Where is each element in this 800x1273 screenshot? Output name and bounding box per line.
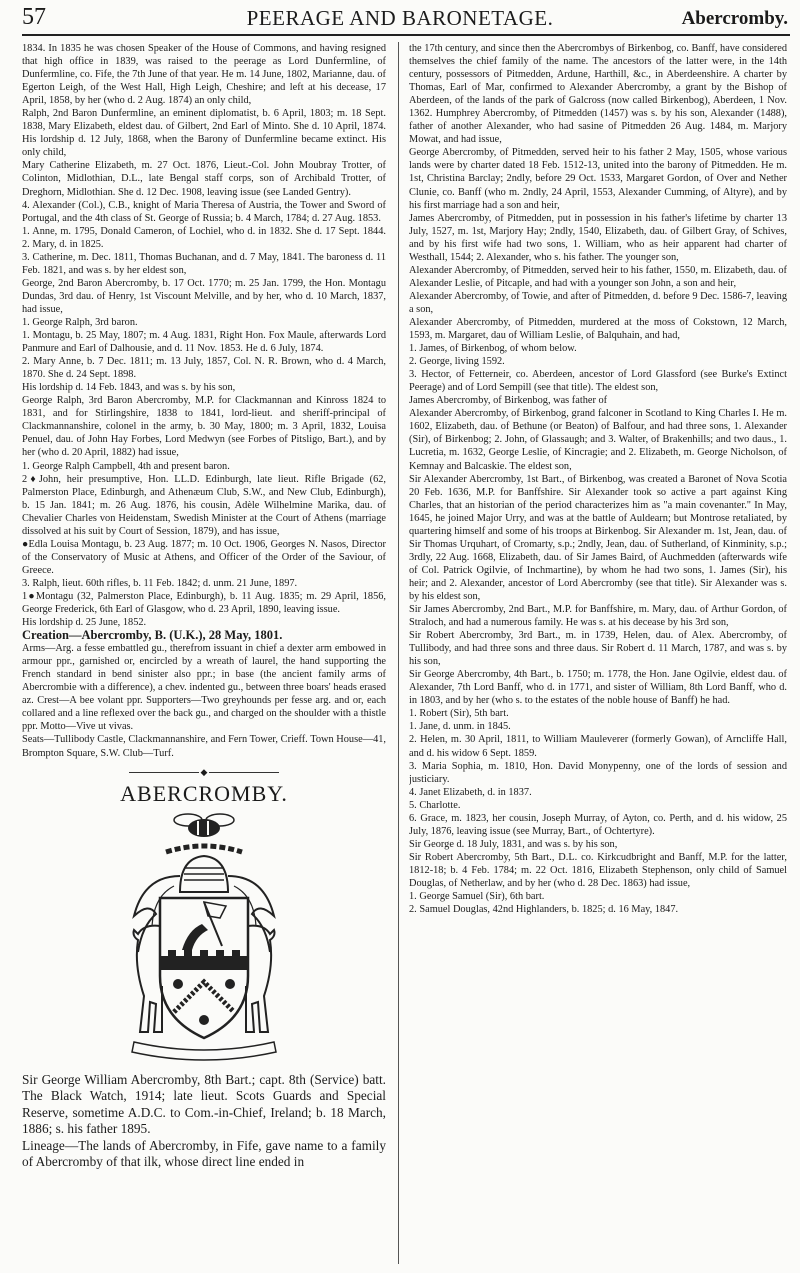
paragraph: George Abercromby, of Pitmedden, served heir to his father 2 May, 1505, whose various lands were by charter dated 18 Feb. 1512-13, united into the barony of Pitmedden. He m. 1st, Christina Barclay; 2ndly, before 29 Oct. 1533, Margaret Gordon, of Over and Nether Clunie, co. Banff (who m. 2ndly, 24 April, 1553, Alexander Cumming, of Altyre), and by his first marriage had a son and heir, <box>409 147 787 211</box>
family-heading: ABERCROMBY. <box>120 780 288 806</box>
paragraph: 2. Samuel Douglas, 42nd Highlanders, b. 1825; d. 16 May, 1847. <box>409 904 679 916</box>
paragraph: 3. Catherine, m. Dec. 1811, Thomas Buchanan, and d. 7 May, 1841. The baroness d. 11 Feb. 1821, and was s. by her eldest son, <box>22 251 386 276</box>
paragraph: 1. Robert (Sir), 5th bart. <box>409 708 509 720</box>
paragraph: Sir Alexander Abercromby, 1st Bart., of Birkenbog, was created a Baronet of Nova Scotia 20 Feb. 1636, M.P. for Banffshire. Sir Alexander took so active a part against King Charles, that an historian of the period characterizes him as "a main covenanter." In May, 1645, he joined Major Urry, and was at the battle of Auldearn; but Montrose retaliated, by quartering himself and some of his troops at Birkenbog. Sir Alexander m. 1st, Jean, dau. of Sir Thomas Urquhart, of Cromarty, s.p.; 2ndly, Jean, dau. of Sutherland, of Kinminity, s.p.; 3rdly, 22 Aug. 1668, Elizabeth, dau. of Sir James Baird, of Auchmedden (afterwards wife of Col. Patrick Ogilvie, of Inchmartine), by whom he had two sons, 1. James (Sir), his heir; and 2. Alexander, ancestor of Lord Abercromby (see that title). Sir Alexander was s. by his eldest son, <box>409 473 787 602</box>
paragraph: 2. Helen, m. 30 April, 1811, to William Mauleverer (formerly Gowan), of Arncliffe Hall, and d. his widow 6 Sept. 1859. <box>409 734 787 759</box>
paragraph: 1. George Samuel (Sir), 6th bart. <box>409 891 545 903</box>
seats-line: Seats—Tullibody Castle, Clackmannanshire, and Fern Tower, Crieff. Town House—41, Brompton Square, S.W. Club—Turf. <box>22 734 386 759</box>
paragraph: 1. James, of Birkenbog, of whom below. <box>409 343 577 355</box>
paragraph: 2♦John, heir presumptive, Hon. LL.D. Edinburgh, late lieut. Rifle Brigade (62, Palmerston Place, Edinburgh, and Athenæum Club, S.W., and New Club, Edinburgh), b. 15 Jan. 1841; m. 26 Aug. 1876, his cousin, Adèle Wilhelmine Marika, dau. of Chevalier Charles von Heidenstam, Swedish Minister at the Court of Athens (marriage dissolved at his suit by Court of Session, 1879), and has issue, <box>22 473 386 537</box>
paragraph: 1. Jane, d. unm. in 1845. <box>409 721 511 733</box>
paragraph: 5. Charlotte. <box>409 799 461 811</box>
paragraph: 1. George Ralph Campbell, 4th and present baron. <box>22 460 230 472</box>
paragraph: Ralph, 2nd Baron Dunfermline, an eminent diplomatist, b. 6 April, 1803; m. 18 Sept. 1838, Mary Elizabeth, eldest dau. of Gilbert, 2nd Earl of Minto. She d. 10 April, 1874. His lordship d. 12 July, 1868, when the Barony of Dunfermline became extinct. His only child, <box>22 108 386 159</box>
coat-of-arms-image <box>104 806 304 1066</box>
paragraph: His lordship d. 14 Feb. 1843, and was s. by his son, <box>22 382 236 394</box>
paragraph: 4. Janet Elizabeth, d. in 1837. <box>409 786 532 798</box>
paragraph: 1. Anne, m. 1795, Donald Cameron, of Lochiel, who d. in 1832. She d. 17 Sept. 1844. 2. Mary, d. in 1825. <box>22 225 386 250</box>
left-column <box>22 42 386 1264</box>
paragraph: Sir George Abercromby, 4th Bart., b. 1750; m. 1778, the Hon. Jane Ogilvie, eldest dau. of Alexander, 7th Lord Banff, who d. in 1771, and sister of William, 8th Lord Banff, who d. in 1803, and by her (who s. to the estates of the noble house of Banff) he had. <box>409 669 787 707</box>
running-title: PEERAGE AND BARONETAGE. <box>246 6 554 30</box>
paragraph: Sir James Abercromby, 2nd Bart., M.P. for Banffshire, m. Mary, dau. of Arthur Gordon, of Straloch, and had a numerous family. He was s. at his decease by his 3rd son, <box>409 604 787 629</box>
paragraph: 1. George Ralph, 3rd baron. <box>22 316 138 328</box>
paragraph: 1. Montagu, b. 25 May, 1807; m. 4 Aug. 1831, Right Hon. Fox Maule, afterwards Lord Panmure and Earl of Dalhousie, and d. 11 Nov. 1853. He d. 6 July, 1874. <box>22 330 386 355</box>
paragraph: Sir Robert Abercromby, 3rd Bart., m. in 1739, Helen, dau. of Alex. Abercromby, of Tullibody, and had three sons and three daus. Sir Robert d. 11 March, 1787, and was s. by his son, <box>409 630 787 668</box>
paragraph: 3. Ralph, lieut. 60th rifles, b. 11 Feb. 1842; d. unm. 21 June, 1897. <box>22 577 298 589</box>
paragraph: Alexander Abercromby, of Towie, and after of Pitmedden, d. before 9 Dec. 1586-7, leaving a son, <box>409 290 787 315</box>
lineage-paragraph: Lineage—The lands of Abercromby, in Fife, gave name to a family of Abercromby of that ilk, whose direct line ended in <box>22 1137 386 1170</box>
paragraph: Alexander Abercromby, of Pitmedden, murdered at the moss of Cokstown, 12 March, 1593, m. Margaret, dau of William Leslie, of Balquhain, and had, <box>409 316 787 342</box>
running-section-title: Abercromby. <box>681 8 788 29</box>
paragraph: 2. Mary Anne, b. 7 Dec. 1811; m. 13 July, 1857, Col. N. R. Brown, who d. 4 March, 1870. She d. 24 Sept. 1898. <box>22 356 386 381</box>
paragraph: Alexander Abercromby, of Birkenbog, grand falconer in Scotland to King Charles I. He m. 1602, Elizabeth, dau. of Bethune (or Beaton) of Balfour, and had three sons, 1. Alexander (Sir), of Birkenbog; 2. John, of Glassaugh; and 3. Walter, of Brakenhills; and two daus., 1. Lucretia, m. 1632, George Leslie, of Kincragie; and 2. Elizabeth, m. George Nicholson, of Kemnay and Balcaskie. The eldest son, <box>409 408 787 472</box>
paragraph: 2. George, living 1592. <box>409 356 505 368</box>
paragraph: George, 2nd Baron Abercromby, b. 17 Oct. 1770; m. 25 Jan. 1799, the Hon. Montagu Dundas, 3rd dau. of Henry, 1st Viscount Melville, and by her, who d. 10 March, 1837, had issue, <box>22 277 386 315</box>
paragraph: Mary Catherine Elizabeth, m. 27 Oct. 1876, Lieut.-Col. John Moubray Trotter, of Colinton, Midlothian, D.L., late Bengal staff corps, son of Archibald Trotter, of Dreghorn, Midlothian. She d. 12 Dec. 1908, leaving issue (see Landed Gentry). <box>22 160 386 198</box>
creation-line: Creation—Abercromby, B. (U.K.), 28 May, 1801. <box>22 628 283 643</box>
shield-icon <box>160 898 248 1038</box>
arms-description: Arms—Arg. a fesse embattled gu., therefrom issuant in chief a dexter arm embowed in armour ppr., garnished or, encircled by a wreath of laurel, the hand supporting the French standard in bend sinister also ppr.; in base (the ancient family arms of Abercrombie with a difference), a chev. indented gu., between three boars' heads erased az. Crest—A bee volant ppr. Supporters—Two greyhounds per fesse arg. and or, each collared and a line reflexed over the back gu., and charged on the shoulder with a thistle ppr. Motto—Vive ut vivas. <box>22 643 386 733</box>
paragraph: 3. Hector, of Fetterneir, co. Aberdeen, ancestor of Lord Glassford (see Burke's Extinct Peerage) and of Lord Sempill (see that title). The eldest son, <box>409 369 787 394</box>
paragraph: George Ralph, 3rd Baron Abercromby, M.P. for Clackmannan and Kinross 1824 to 1831, and for Stirlingshire, 1838 to 1841, lord-lieut. and sheriff-principal of Clackmannanshire, colonel in the army, b. 30 May, 1800; m. 3 April, 1832, Louisa Penuel, dau. of John Hay Forbes, Lord Medwyn (see Forbes of Pitsligo, Bart.), and by her (who d. 20 April, 1882) had issue, <box>22 395 386 459</box>
paragraph: James Abercromby, of Pitmedden, put in possession in his father's lifetime by charter 13 July, 1527, m. 1st, Marjory Hay; 2ndly, 1540, Elizabeth, dau. of Gilbert Gray, of Schives, and by his first wife had two sons, 1. William, who as heir apparent had charter of Westhall, 1544; 2. Alexander, who s. his father. The younger son, <box>409 212 787 263</box>
helmet-icon <box>180 856 228 892</box>
right-column <box>409 42 787 1264</box>
section-divider: ◆ <box>22 766 386 779</box>
paragraph: ●Edla Louisa Montagu, b. 23 Aug. 1877; m. 10 Oct. 1906, Georges N. Nasos, Director of the Conservatory of Music at Athens, and Officer of the Order of the Saviour, of Greece. <box>22 538 386 576</box>
paragraph: 1●Montagu (32, Palmerston Place, Edinburgh), b. 11 Aug. 1835; m. 29 April, 1856, George Frederick, 6th Earl of Glasgow, who d. 23 April, 1890, leaving issue. <box>22 590 386 616</box>
paragraph: the 17th century, and since then the Abercrombys of Birkenbog, co. Banff, have considered themselves the chief family of the name. The ancestors of the latter were, in the 14th century, possessors of Pitmedden, Ardune, Harthill, &c., in Aberdeenshire. A charter by Thomas, Earl of Mar, confirmed to Alexander Abercromby, a grant by the Bishop of Aberdeen, of the lands of the park of Galcross (now called Birkenbog), Aberdeen, 1 Nov. 1362. Humphrey Abercromby, of Pitmedden (1457) was s. by his son, Alexander (1488), father of another Alexander, who had sasine of Pitmedden 26 Aug. 1484, m. Marjory Mowat, and had issue, <box>409 43 787 146</box>
paragraph: Sir George d. 18 July, 1831, and was s. by his son, <box>409 838 618 850</box>
paragraph: 4. Alexander (Col.), C.B., knight of Maria Theresa of Austria, the Tower and Sword of Portugal, and the 4th class of St. George of Russia; b. 4 March, 1784; d. 27 Aug. 1853. <box>22 199 386 224</box>
page-number: 57 <box>22 4 46 30</box>
paragraph: 6. Grace, m. 1823, her cousin, Joseph Murray, of Ayton, co. Perth, and d. his widow, 25 July, 1876, leaving issue (see Murray, Bart., of Ochtertyre). <box>409 812 787 837</box>
paragraph: Sir Robert Abercromby, 5th Bart., D.L. co. Kirkcudbright and Banff, M.P. for the latter, 1812-18; b. 4 Feb. 1784; m. 22 Oct. 1816, Elizabeth Stephenson, only child of Samuel Douglas, of Netherlaw, and by her (who d. 28 Dec. 1863) had issue, <box>409 851 787 889</box>
paragraph: Alexander Abercromby, of Pitmedden, served heir to his father, 1550, m. Elizabeth, dau. of Alexander Leslie, of Pitcaple, and had with a younger son John, a son and heir, <box>409 264 787 289</box>
bee-crest-icon <box>174 814 234 837</box>
header-rule <box>22 34 790 36</box>
paragraph: His lordship d. 25 June, 1852. <box>22 617 147 629</box>
paragraph: James Abercromby, of Birkenbog, was father of <box>409 395 608 407</box>
paragraph: 3. Maria Sophia, m. 1810, Hon. David Monypenny, one of the lords of session and justiciary. <box>409 760 787 785</box>
column-divider <box>398 42 399 1264</box>
page-header <box>0 0 800 32</box>
baronet-caption: Sir George William Abercromby, 8th Bart.; capt. 8th (Service) batt. The Black Watch, 1914; late lieut. Scots Guards and Special Reserve, sometime A.D.C. to Com.-in-Chief, Ireland; b. 18 March, 1886; s. his father 1895. <box>22 1071 386 1137</box>
paragraph: 1834. In 1835 he was chosen Speaker of the House of Commons, and having resigned that high office in 1839, was raised to the peerage as Lord Dunfermline, of Dunfermline, co. Fife, the 7th June of that year. He m. 14 June, 1802, Marianne, dau. of Egerton Leigh, of the West Hall, High Leigh, Cheshire; and left at his decease, 17 April, 1858, by her (who d. 2 Aug. 1874) an only child, <box>22 43 386 107</box>
